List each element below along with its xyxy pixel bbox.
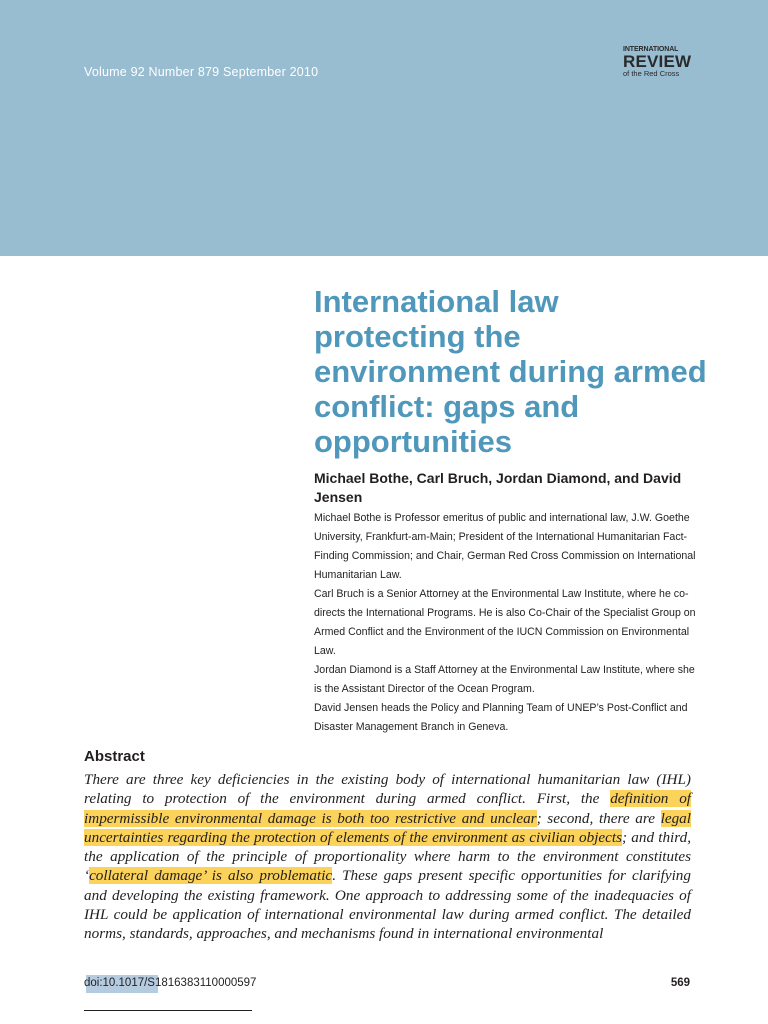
abstract-segment: There are three key deficiencies in the existing body of international humanitarian law (IHL) relating to protection of the environment during armed conflict. First, the bbox=[84, 771, 691, 808]
affiliation-jensen: David Jensen heads the Policy and Planning Team of UNEP’s Post-Conflict and Disaster Management Branch in Geneva. bbox=[314, 702, 688, 733]
affiliation-bothe: Michael Bothe is Professor emeritus of public and international law, J.W. Goethe University, Frankfurt-am-Main; President of the International Humanitarian Fact-Finding Commission; and Chair, German Red Cross Commission on International Humanitarian Law. bbox=[314, 512, 696, 581]
abstract-text bbox=[84, 770, 691, 944]
abstract-highlight: definition of impermissible environmental damage is both too restrictive and unclear bbox=[84, 790, 692, 827]
abstract-highlight: legal uncertainties regarding the protection of elements of the environment as civilian objects bbox=[84, 809, 691, 846]
logo-line-international: INTERNATIONAL bbox=[623, 46, 679, 53]
author-affiliations bbox=[314, 509, 704, 737]
abstract-highlight: collateral damage’ is also problematic bbox=[89, 867, 333, 885]
abstract-segment: . These gaps present specific opportunities for clarifying and developing the existing framework. One approach to addressing some of the inadequacies of IHL could be application of international environmental law during armed conflict. The detailed norms, standards, approaches, and mechanisms found in international environmental bbox=[84, 867, 691, 943]
abstract-heading: Abstract bbox=[84, 748, 145, 765]
article-title: International law protecting the environment during armed conflict: gaps and opportunities bbox=[314, 284, 707, 459]
abstract-segment: ; second, there are bbox=[536, 809, 661, 827]
issue-info: Volume 92 Number 879 September 2010 bbox=[84, 65, 319, 79]
footer-rule bbox=[84, 1010, 252, 1011]
journal-logo[interactable] bbox=[623, 46, 693, 78]
doi-link[interactable]: doi:10.1017/S1816383110000597 bbox=[84, 977, 257, 989]
affiliation-bruch: Carl Bruch is a Senior Attorney at the Environmental Law Institute, where he co-directs the International Programs. He is also Co-Chair of the Specialist Group on Armed Conflict and the Environment of the IUCN Commission on Environmental Law. bbox=[314, 588, 696, 657]
header-banner bbox=[0, 0, 768, 256]
affiliation-diamond: Jordan Diamond is a Staff Attorney at the Environmental Law Institute, where she is the Assistant Director of the Ocean Program. bbox=[314, 664, 695, 695]
logo-line-review: REVIEW bbox=[623, 52, 692, 71]
logo-line-red-cross: of the Red Cross bbox=[623, 69, 680, 78]
page-number: 569 bbox=[670, 977, 690, 989]
abstract-segment: ; and third, the application of the principle of proportionality where harm to the environment constitutes ‘ bbox=[84, 828, 691, 885]
article-authors: Michael Bothe, Carl Bruch, Jordan Diamond, and David Jensen bbox=[314, 470, 682, 505]
